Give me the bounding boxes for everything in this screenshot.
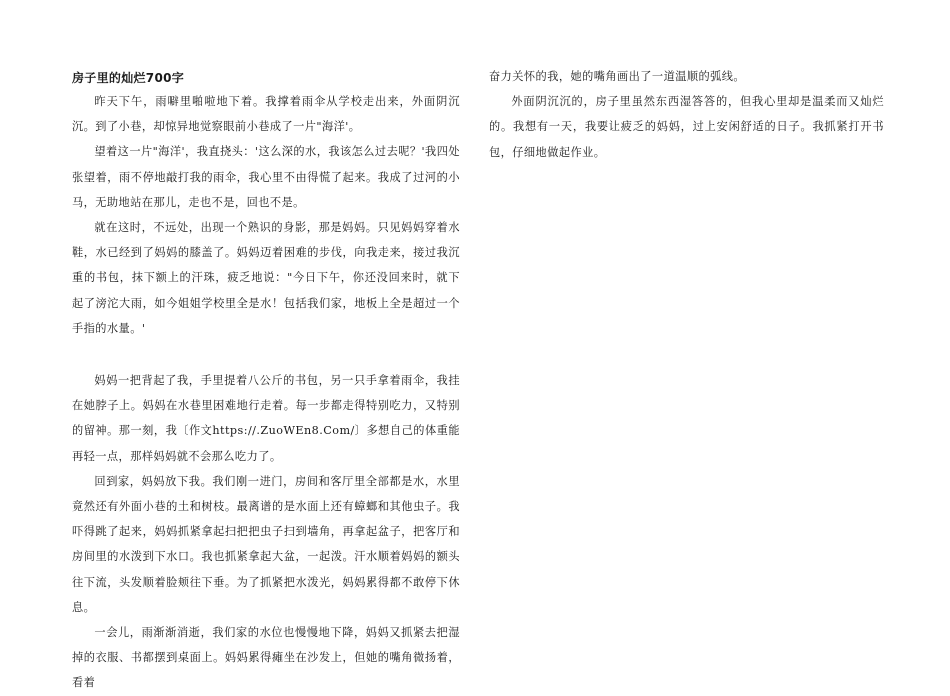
paragraph: 望着这一片"海洋'，我直挠头：'这么深的水，我该怎么过去呢？'我四处张望着，雨不停地敲打我的雨伞，我心里不由得慌了起来。我成了过河的小马，无助地站在那儿，走也不是，回也不是。 [72,145,460,209]
paragraph: 一会儿，雨渐渐消逝，我们家的水位也慢慢地下降，妈妈又抓紧去把湿掉的衣服、书都摆到桌面上。妈妈累得瘫坐在沙发上，但她的嘴角微扬着，看着 [72,626,460,690]
article-title: 房子里的灿烂700字 [72,71,185,85]
paragraph-continuation: 奋力关怀的我，她的嘴角画出了一道温顺的弧线。 [489,70,746,83]
paragraph-gap [72,341,460,368]
paragraph: 外面阴沉沉的，房子里虽然东西湿答答的，但我心里却是温柔而又灿烂的。我想有一天，我要让疲乏的妈妈，过上安闲舒适的日子。我抓紧打开书包，仔细地做起作业。 [489,95,884,159]
paragraph: 昨天下午，雨噼里啪啦地下着。我撑着雨伞从学校走出来，外面阴沉沉。到了小巷，却惊异地觉察眼前小巷成了一片"海洋'。 [72,95,460,134]
paragraph: 就在这时，不远处，出现一个熟识的身影，那是妈妈。只见妈妈穿着水鞋，水已经到了妈妈的膝盖了。妈妈迈着困难的步伐，向我走来，接过我沉重的书包，抹下额上的汗珠，疲乏地说："今日下午，你还没回来时，就下起了滂沱大雨，如今姐姐学校里全是水！包括我们家，地板上全是超过一个手指的水量。' [72,221,460,335]
paragraph: 回到家，妈妈放下我。我们刚一进门，房间和客厅里全部都是水，水里竟然还有外面小巷的土和树枝。最离谱的是水面上还有蟑螂和其他虫子。我吓得跳了起来，妈妈抓紧拿起扫把把虫子扫到墙角，再拿起盆子，把客厅和房间里的水泼到下水口。我也抓紧拿起大盆，一起泼。汗水顺着妈妈的额头往下流，头发顺着脸颊往下垂。为了抓紧把水泼光，妈妈累得都不敢停下休息。 [72,474,460,614]
left-column [72,64,460,696]
paragraph: 妈妈一把背起了我，手里提着八公斤的书包，另一只手拿着雨伞，我挂在她脖子上。妈妈在水巷里困难地行走着。每一步都走得特别吃力，又特别的留神。那一刻，我〔作文https://.ZuoWEn8.Com/〕多想自己的体重能再轻一点，那样妈妈就不会那么吃力了。 [72,374,460,463]
right-column [489,64,884,165]
